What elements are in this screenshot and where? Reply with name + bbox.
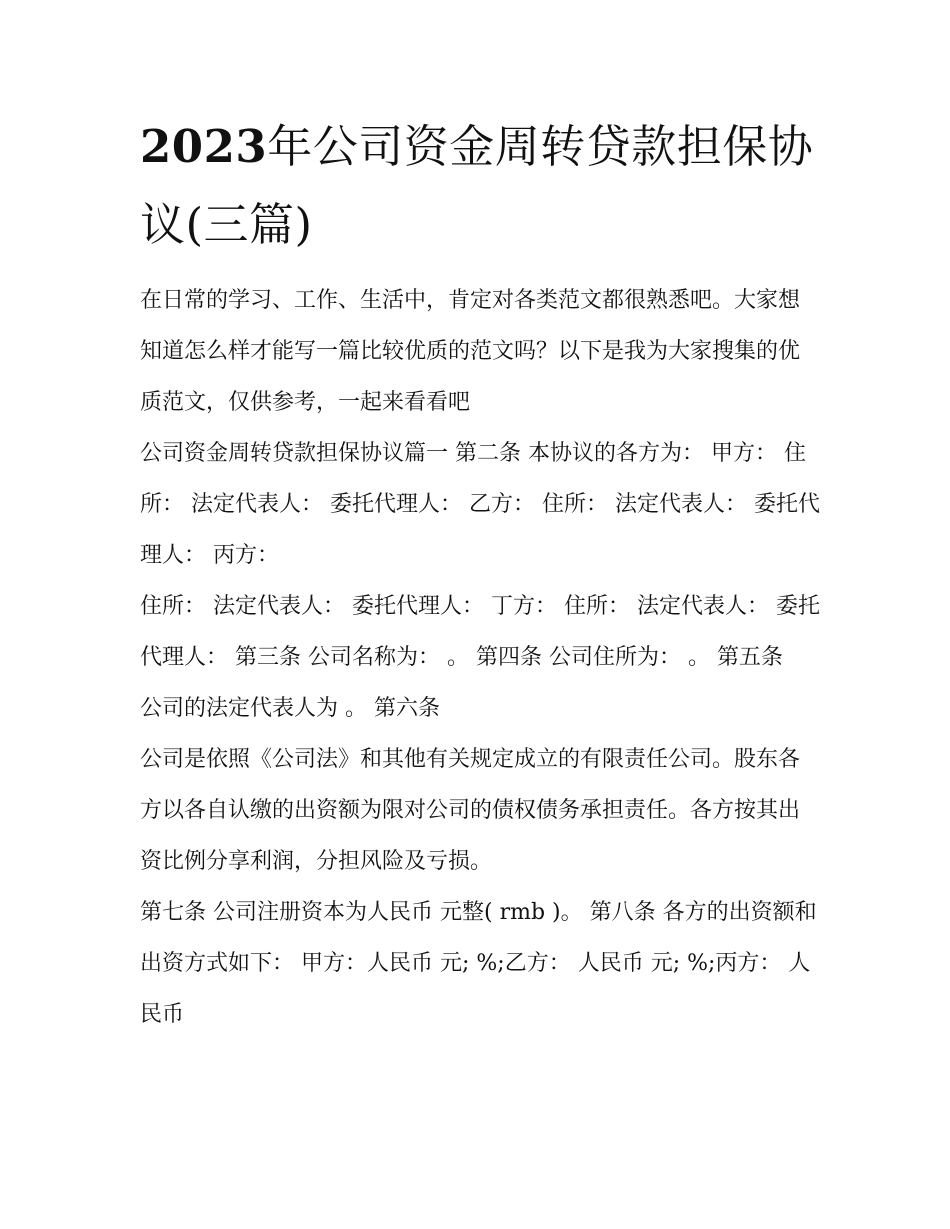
registered-capital-paragraph: 第七条 公司注册资本为人民币 元整( rmb )。 第八条 各方的出资额和出资方式如下： 甲方：人民币 元; %;乙方： 人民币 元; %;丙方： 人民币 <box>140 900 817 1027</box>
legal-representative-paragraph: 公司的法定代表人为 。 第六条 <box>140 696 440 721</box>
parties-continued-paragraph: 住所： 法定代表人： 委托代理人： 丁方： 住所： 法定代表人： 委托代理人： 第三条 公司名称为： 。 第四条 公司住所为： 。 第五条 <box>140 594 820 670</box>
company-nature-paragraph: 公司是依照《公司法》和其他有关规定成立的有限责任公司。股东各方以各自认缴的出资额为限对公司的债权债务承担责任。各方按其出资比例分享利润，分担风险及亏损。 <box>140 747 801 874</box>
document-title <box>140 108 820 264</box>
title-year: 2023 <box>140 120 268 173</box>
parties-paragraph: 公司资金周转贷款担保协议篇一 第二条 本协议的各方为： 甲方： 住所： 法定代表人： 委托代理人： 乙方： 住所： 法定代表人： 委托代理人： 丙方： <box>140 441 820 568</box>
document-body <box>140 275 820 1040</box>
title-text: 年公司资金周转贷款担保协议(三篇) <box>140 120 814 251</box>
intro-paragraph: 在日常的学习、工作、生活中，肯定对各类范文都很熟悉吧。大家想知道怎么样才能写一篇比较优质的范文吗？以下是我为大家搜集的优质范文，仅供参考，一起来看看吧 <box>140 288 801 415</box>
